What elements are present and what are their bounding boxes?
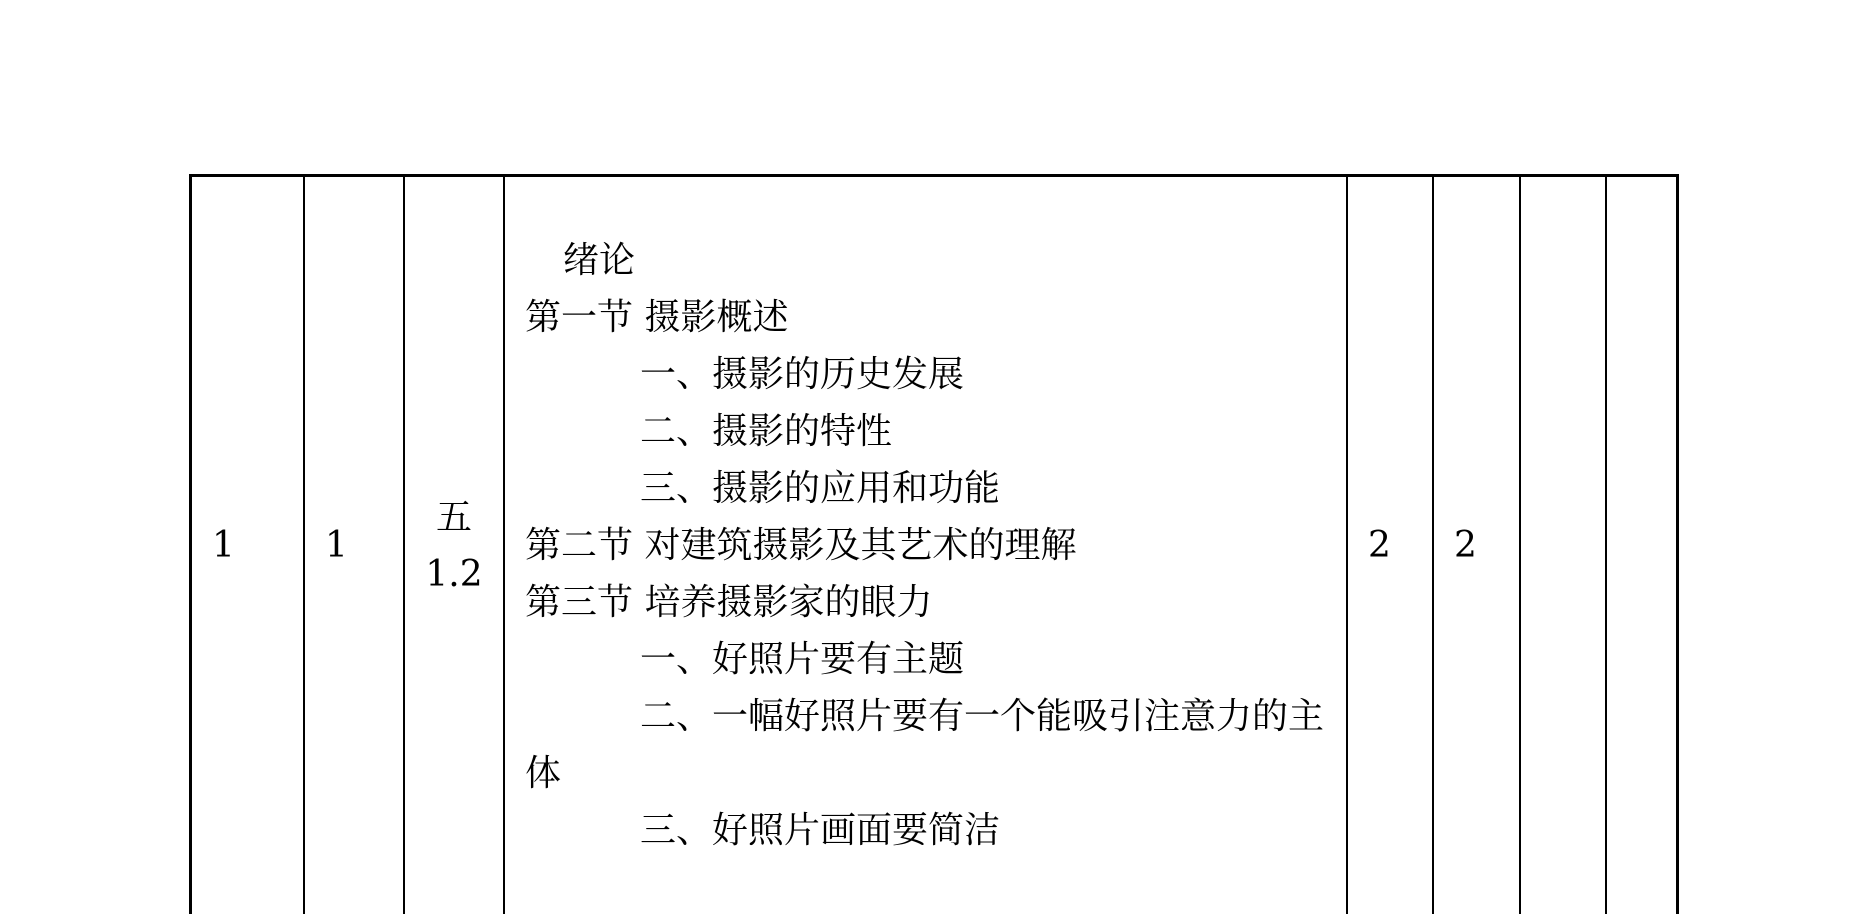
section-item: 三、好照片画面要简洁 [640, 810, 1001, 851]
cell-sequence: 1 [212, 525, 235, 566]
section-item: 一、好照片要有主题 [640, 639, 965, 680]
table-row [192, 177, 1694, 914]
section-item: 一、摄影的历史发展 [640, 354, 965, 395]
section-heading: 第二节 对建筑摄影及其艺术的理解 [525, 525, 1077, 566]
section-heading: 第一节 摄影概述 [525, 297, 789, 338]
period-label: 1.2 [425, 553, 483, 595]
cell-week-number: 1 [304, 177, 404, 914]
section-heading: 第三节 培养摄影家的眼力 [525, 582, 933, 623]
schedule-table-grid [192, 177, 1694, 914]
section-item: 二、一幅好照片要有一个能吸引注意力的主体 [525, 696, 1325, 794]
chapter-title: 绪论 [563, 240, 636, 281]
cell-content [504, 177, 1347, 914]
weekday-label: 五 [435, 496, 472, 538]
section-item: 三、摄影的应用和功能 [640, 468, 1001, 509]
cell-lecture-hours: 2 [1433, 177, 1520, 914]
section-item: 二、摄影的特性 [640, 411, 893, 452]
cell-empty [1520, 177, 1606, 914]
course-schedule-table [189, 174, 1679, 914]
cell-total-hours: 2 [1347, 177, 1433, 914]
cell-empty [1606, 177, 1694, 914]
cell-weekday [404, 177, 504, 914]
